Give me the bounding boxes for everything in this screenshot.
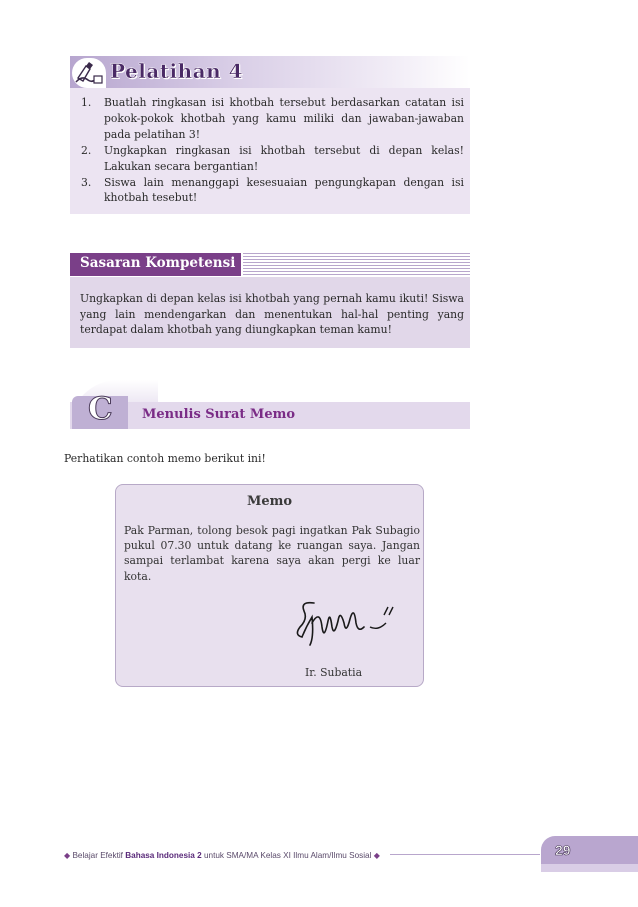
diamond-icon: ◆ <box>64 851 71 860</box>
footer-prefix: Belajar Efektif <box>72 851 123 860</box>
list-number: 3. <box>81 175 92 189</box>
list-item <box>78 143 464 175</box>
section-c-intro: Perhatikan contoh memo berikut ini! <box>64 452 266 465</box>
footer-book-title: Bahasa Indonesia 2 <box>125 851 202 860</box>
list-item <box>78 95 464 143</box>
pelatihan-title: Pelatihan 4 <box>110 59 244 83</box>
diamond-icon: ◆ <box>373 851 380 860</box>
pelatihan-list <box>78 95 464 206</box>
memo-body: Pak Parman, tolong besok pagi ingatkan Pak Subagio pukul 07.30 untuk datang ke ruangan saya. Jangan sampai terlambat karena saya akan pergi ke luar kota. <box>124 524 420 583</box>
page-number: 29 <box>555 842 571 858</box>
list-number: 1. <box>81 96 92 109</box>
section-c-letter: C <box>88 391 113 427</box>
writing-hand-icon <box>72 58 106 88</box>
list-number: 2. <box>81 143 92 157</box>
memo-card <box>115 484 424 687</box>
list-text: Ungkapkan ringkasan isi khotbah tersebut di depan kelas! Lakukan secara bergantian! <box>104 143 464 173</box>
section-c-title: Menulis Surat Memo <box>142 407 296 422</box>
page-number-tab-base <box>541 864 638 872</box>
signature <box>292 597 400 649</box>
list-text: Siswa lain menanggapi kesesuaian pengungkapan dengan isi khotbah tesebut! <box>104 175 464 205</box>
list-item <box>78 175 464 207</box>
footer-text <box>64 851 380 860</box>
sasaran-decor-lines <box>243 253 470 276</box>
sasaran-title: Sasaran Kompetensi <box>80 255 236 271</box>
footer-suffix: untuk SMA/MA Kelas XI Ilmu Alam/Ilmu Sosial <box>203 851 372 860</box>
memo-title: Memo <box>246 494 293 509</box>
list-text: Buatlah ringkasan isi khotbah tersebut berdasarkan catatan isi pokok-pokok khotbah yang kamu miliki dan jawaban-jawaban pada pelatihan 3! <box>104 96 464 141</box>
footer-rule <box>390 854 540 855</box>
sasaran-text: Ungkapkan di depan kelas isi khotbah yang pernah kamu ikuti! Siswa yang lain mendengarkan dan menentukan hal-hal penting yang terdapat dalam khotbah yang diungkapkan teman kamu! <box>80 292 464 336</box>
memo-signer: Ir. Subatia <box>305 666 363 679</box>
